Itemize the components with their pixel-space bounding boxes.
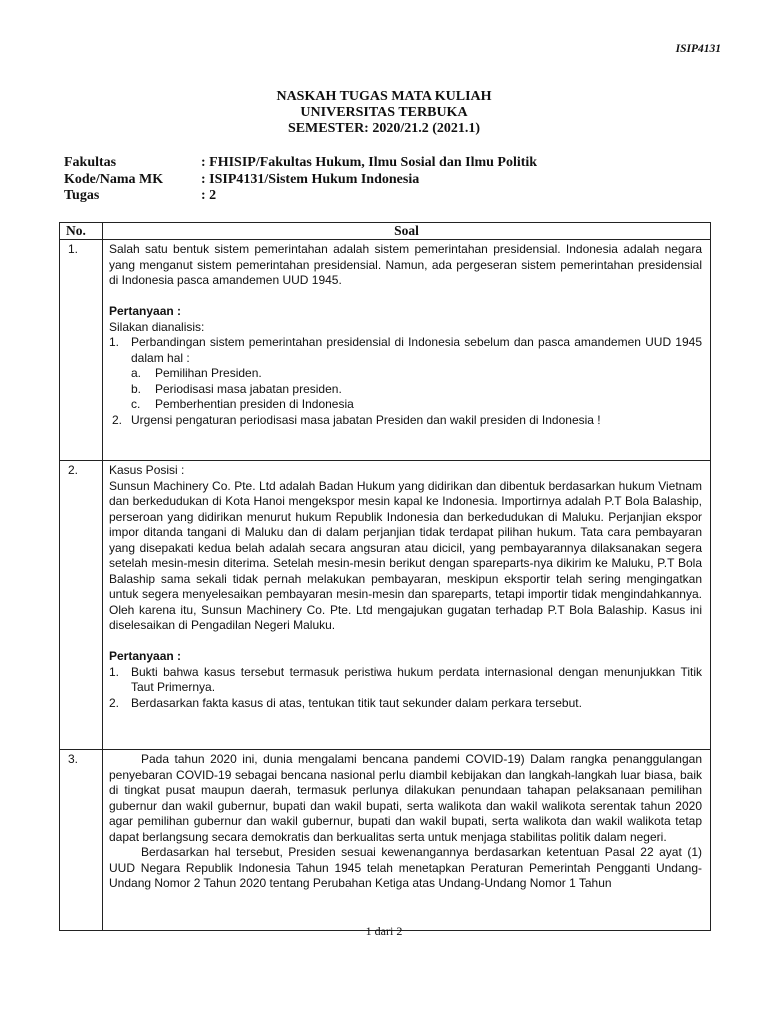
question-number: 3. [60, 750, 103, 931]
meta-value: : ISIP4131/Sistem Hukum Indonesia [201, 171, 420, 187]
list-text: Bukti bahwa kasus tersebut termasuk peristiwa hukum perdata internasional dengan menunjukkan Titik Taut Primernya. [131, 664, 702, 694]
question-body [103, 461, 711, 750]
meta-label: Fakultas [64, 155, 117, 170]
list-marker: c. [131, 397, 141, 411]
table-row-question-1 [60, 240, 711, 461]
list-item [109, 335, 702, 366]
list-item [109, 696, 702, 712]
case-text: Sunsun Machinery Co. Pte. Ltd adalah Badan Hukum yang didirikan dan dibentuk berdasarkan hukum Vietnam dan berkedudukan di Kota Hanoi mengekspor mesin kapal ke Indonesia. Importirnya adalah P.T Bola Balaship, perseroan yang didirikan menurut hukum Republik Indonesia dan berkedudukan di Maluku. Perjanjian ekspor impor ditanda tangani di Maluku dan di dalam perjanjian tidak terdapat pilihan hukum. Tata cara pembayaran yang disepakati kedua belah adalah secara angsuran atau dicicil, yang pembayarannya dilaksanakan segera setelah mesin-mesin diterima. Setelah mesin-mesin berikut dengan spareparts-nya dikirim ke Maluku, P.T Bola Balaship sama sekali tidak pernah melakukan pembayaran, meskipun eksportir telah sering mengingatkan untuk segera menyelesaikan pembayaran mesin-mesin dan spareparts, tetapi importir tidak mengindahkannya. Oleh karena itu, Sunsun Machinery Co. Pte. Ltd mengajukan gugatan terhadap P.T Bola Balaship. Kasus ini diselesaikan di Pengadilan Negeri Maluku. [109, 478, 702, 632]
meta-value: : 2 [201, 188, 217, 203]
document-title [0, 89, 768, 137]
list-marker: 1. [109, 335, 120, 349]
page-number: 1 dari 2 [365, 924, 403, 938]
meta-row-tugas [64, 188, 724, 205]
meta-row-fakultas [64, 155, 724, 172]
meta-label: Kode/Nama MK [64, 171, 164, 187]
pertanyaan-label: Pertanyaan : [109, 304, 182, 318]
list-text: Perbandingan sistem pemerintahan presidensial di Indonesia sebelum dan pasca amandemen UUD 1945 dalam hal : [131, 335, 702, 365]
list-marker: a. [131, 366, 142, 380]
header-no: No. [60, 223, 103, 240]
paragraph: Pada tahun 2020 ini, dunia mengalami bencana pandemi COVID-19) Dalam rangka penanggulangan penyebaran COVID-19 sebagai bencana nasional perlu diambil kebijakan dan langkah-langkah luar biasa, baik di tingkat pusat maupun daerah, termasuk perlunya dilakukan penundaan tahapan pelaksanaan pemilihan gubernur dan wakil gubernur, bupati dan wakil bupati, serta walikota dan wakil walikota serentak tahun 2020 agar pemilihan gubernur dan wakil gubernur, bupati dan wakil bupati, serta walikota dan wakil walikota tetap dapat berlangsung secara demokratis dan berkualitas serta untuk menjaga stabilitas politik dalam negeri. [109, 752, 702, 844]
list-text: Pemilihan Presiden. [155, 366, 262, 380]
list-item [109, 665, 702, 696]
course-code: ISIP4131 [675, 43, 721, 55]
table-row-question-3 [60, 750, 711, 931]
question-number: 2. [60, 461, 103, 750]
title-line-2: UNIVERSITAS TERBUKA [300, 105, 468, 120]
meta-label: Tugas [64, 188, 100, 203]
list-marker: b. [131, 381, 142, 396]
sub-list-item [109, 397, 702, 413]
instruction-text: Silakan dianalisis: [109, 319, 205, 334]
kasus-label: Kasus Posisi : [109, 463, 185, 477]
list-item [109, 413, 702, 429]
list-text: Berdasarkan fakta kasus di atas, tentukan titik taut sekunder dalam perkara tersebut. [131, 695, 582, 710]
list-text: Pemberhentian presiden di Indonesia [155, 397, 354, 411]
list-marker: 1. [109, 664, 120, 679]
course-meta [64, 155, 724, 205]
title-line-1: NASKAH TUGAS MATA KULIAH [276, 89, 492, 104]
meta-value: : FHISIP/Fakultas Hukum, Ilmu Sosial dan Ilmu Politik [201, 155, 538, 170]
pertanyaan-label: Pertanyaan : [109, 649, 182, 663]
question-intro: Salah satu bentuk sistem pemerintahan adalah sistem pemerintahan presidensial. Indonesia adalah negara yang menganut sistem pemerintahan presidensial. Namun, ada pergeseran sistem pemerintahan presidensial di Indonesia pasca amandemen UUD 1945. [109, 242, 702, 287]
table-row-question-2 [60, 461, 711, 750]
list-marker: 2. [109, 695, 120, 710]
list-marker: 2. [112, 412, 123, 427]
sub-list-item [109, 382, 702, 398]
list-text: Urgensi pengaturan periodisasi masa jabatan Presiden dan wakil presiden di Indonesia ! [131, 412, 601, 427]
questions-table [59, 222, 711, 931]
title-line-3: SEMESTER: 2020/21.2 (2021.1) [287, 121, 481, 136]
sub-list-item [109, 366, 702, 382]
question-number: 1. [60, 240, 103, 461]
header-soal: Soal [103, 223, 711, 240]
paragraph: Berdasarkan hal tersebut, Presiden sesuai kewenangannya berdasarkan ketentuan Pasal 22 ayat (1) UUD Negara Republik Indonesia Tahun 1945 telah menetapkan Peraturan Pemerintah Pengganti Undang-Undang Nomor 2 Tahun 2020 tentang Perubahan Ketiga atas Undang-Undang Nomor 1 Tahun [109, 845, 702, 890]
meta-row-kode-mk [64, 172, 724, 189]
table-header-row [60, 223, 711, 240]
question-body [103, 240, 711, 461]
question-body [103, 750, 711, 931]
list-text: Periodisasi masa jabatan presiden. [155, 381, 342, 396]
